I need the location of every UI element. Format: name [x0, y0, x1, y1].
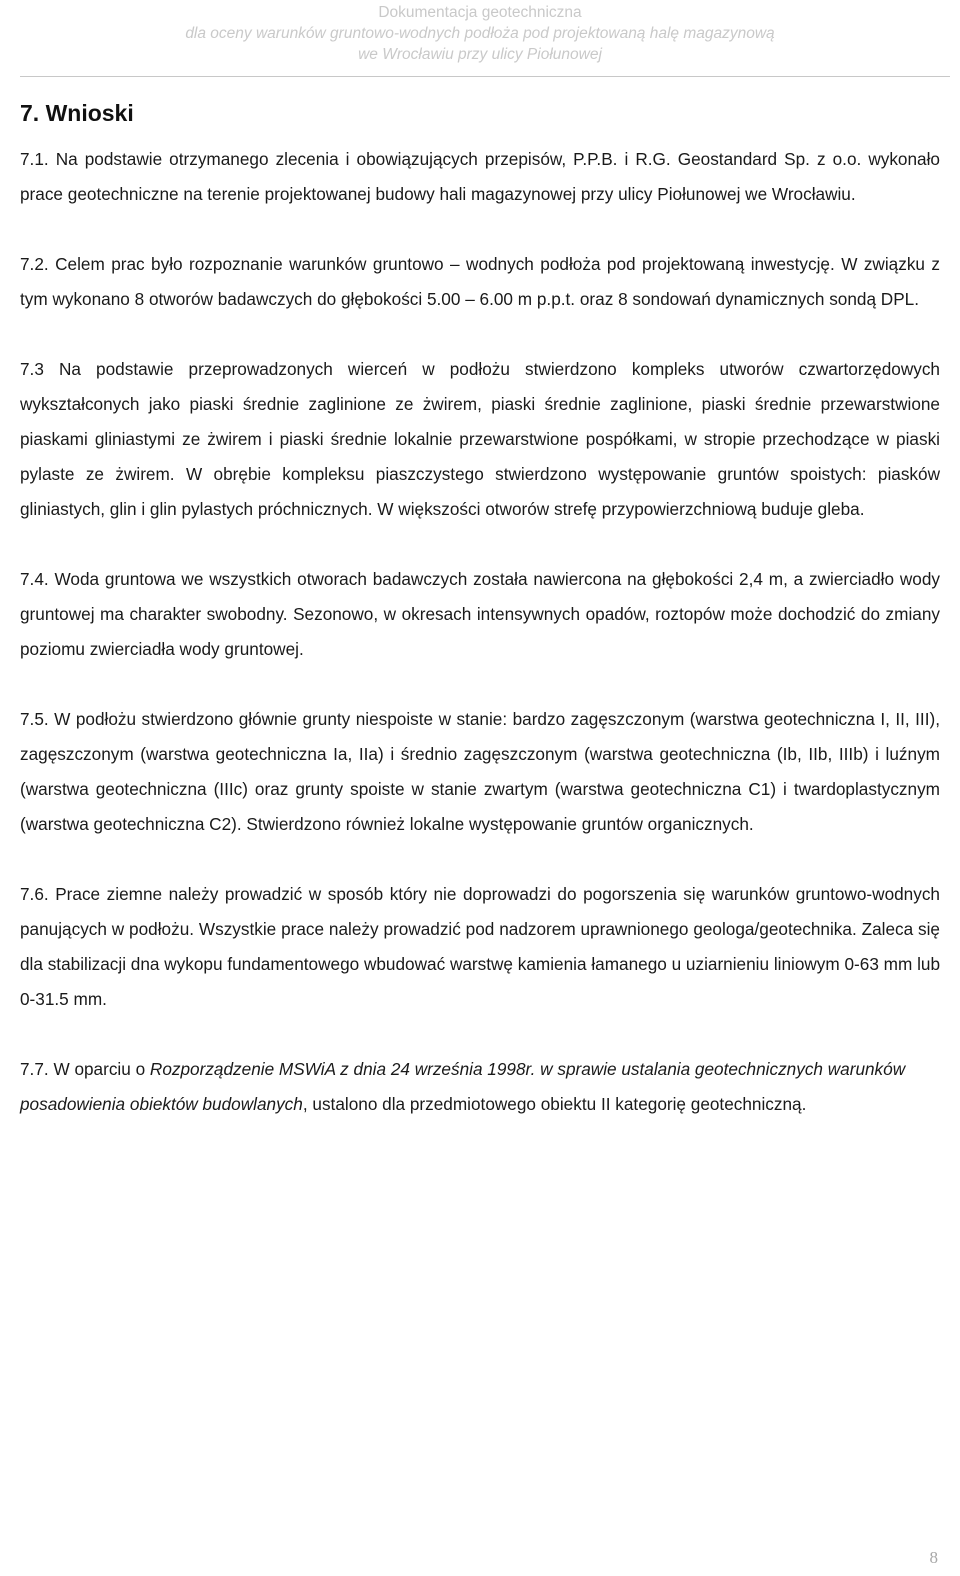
document-body: [20, 96, 940, 1157]
paragraph-7-1: 7.1. Na podstawie otrzymanego zlecenia i obowiązujących przepisów, P.P.B. i R.G. Geostandard Sp. z o.o. wykonało prace geotechniczne na terenie projektowanej budowy hali magazynowej przy ulicy Piołunowej we Wrocławiu.: [20, 149, 940, 204]
header-divider: [20, 76, 950, 77]
paragraph-7-7-prefix: 7.7. W oparciu o: [20, 1059, 150, 1079]
document-header: [0, 2, 960, 65]
paragraph-7-7-suffix: , ustalono dla przedmiotowego obiektu II kategorię geotechniczną.: [302, 1094, 807, 1114]
header-line-2: dla oceny warunków gruntowo-wodnych podłoża pod projektowaną halę magazynową: [185, 25, 775, 42]
paragraph-7-5: 7.5. W podłożu stwierdzono głównie grunty niespoiste w stanie: bardzo zagęszczonym (warstwa geotechniczna I, II, III), zagęszczonym (warstwa geotechniczna Ia, IIa) i średnio zagęszczonym (warstwa geotechniczna (Ib, IIb, IIIb) i luźnym (warstwa geotechniczna (IIIc) oraz grunty spoiste w stanie zwartym (warstwa geotechniczna C1) i twardoplastycznym (warstwa geotechniczna C2). Stwierdzono również lokalne występowanie gruntów organicznych.: [20, 709, 940, 834]
paragraph-7-7: [20, 1052, 940, 1122]
paragraph-7-4: 7.4. Woda gruntowa we wszystkich otworach badawczych została nawiercona na głębokości 2,4 m, a zwierciadło wody gruntowej ma charakter swobodny. Sezonowo, w okresach intensywnych opadów, roztopów może dochodzić do zmiany poziomu zwierciadła wody gruntowej.: [20, 569, 940, 659]
paragraph-7-6: 7.6. Prace ziemne należy prowadzić w sposób który nie doprowadzi do pogorszenia się warunków gruntowo-wodnych panujących w podłożu. Wszystkie prace należy prowadzić pod nadzorem uprawnionego geologa/geotechnika. Zaleca się dla stabilizacji dna wykopu fundamentowego wbudować warstwę kamienia łamanego u uziarnieniu liniowym 0-63 mm lub 0-31.5 mm.: [20, 884, 941, 1009]
regulation-reference: Rozporządzenie MSWiA z dnia 24 września 1998r. w sprawie ustalania geotechnicznych warunków posadowienia obiektów budowlanych: [20, 1059, 906, 1114]
header-line-1: Dokumentacja geotechniczna: [378, 4, 582, 21]
section-title: 7. Wnioski: [20, 100, 134, 126]
paragraph-7-3: 7.3 Na podstawie przeprowadzonych wierceń w podłożu stwierdzono kompleks utworów czwartorzędowych wykształconych jako piaski średnie zaglinione ze żwirem, piaski średnie zaglinione, piaski średnie przewarstwione piaskami gliniastymi ze żwirem i piaski średnie lokalnie przewarstwione pospółkami, w stropie przechodzące w piaski pylaste ze żwirem. W obrębie kompleksu piaszczystego stwierdzono występowanie gruntów spoistych: piasków gliniastych, glin i glin pylastych próchnicznych. W większości otworów strefę przypowierzchniową buduje gleba.: [20, 359, 940, 519]
page-number: 8: [929, 1548, 938, 1567]
paragraph-7-2: 7.2. Celem prac było rozpoznanie warunków gruntowo – wodnych podłoża pod projektowaną inwestycję. W związku z tym wykonano 8 otworów badawczych do głębokości 5.00 – 6.00 m p.p.t. oraz 8 sondowań dynamicznych sondą DPL.: [20, 254, 940, 309]
header-line-3: we Wrocławiu przy ulicy Piołunowej: [358, 46, 602, 63]
